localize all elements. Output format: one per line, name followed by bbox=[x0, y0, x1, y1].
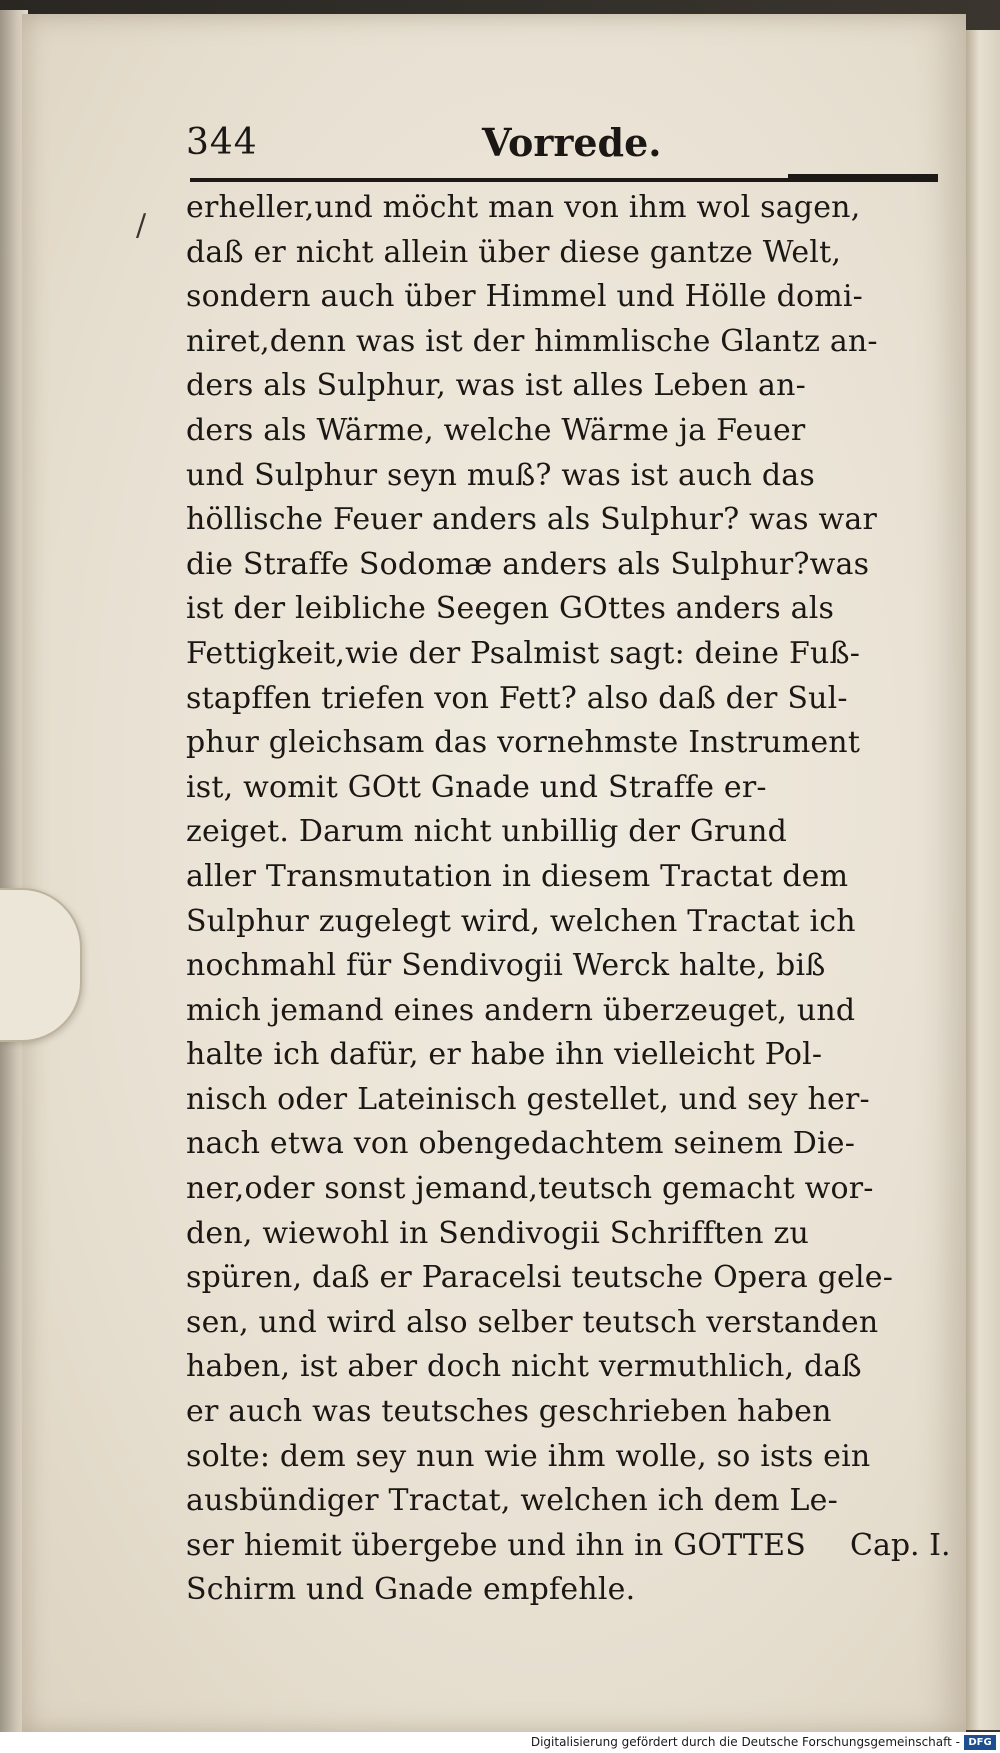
page-header bbox=[186, 108, 938, 174]
text-line: niret,denn was ist der himmlische Glantz an- bbox=[186, 323, 878, 359]
text-line: höllische Feuer anders als Sulphur? was war bbox=[186, 502, 877, 538]
text-line: die Straffe Sodomæ anders als Sulphur?was bbox=[186, 546, 870, 582]
text-line: er auch was teutsches geschrieben haben bbox=[186, 1394, 832, 1430]
text-line: Sulphur zugelegt wird, welchen Tractat ich bbox=[186, 903, 856, 939]
text-line: nisch oder Lateinisch gestellet, und sey her- bbox=[186, 1081, 870, 1117]
page-number: 344 bbox=[186, 122, 258, 163]
margin-mark: / bbox=[136, 208, 147, 243]
digitization-footer bbox=[0, 1732, 1000, 1753]
next-page-sliver bbox=[966, 30, 1000, 1730]
text-line: ders als Sulphur, was ist alles Leben an- bbox=[186, 368, 806, 404]
text-line: stapffen triefen von Fett? also daß der Sul- bbox=[186, 680, 848, 716]
text-line: nochmahl für Sendivogii Werck halte, biß bbox=[186, 948, 826, 984]
text-line: den, wiewohl in Sendivogii Schrifften zu bbox=[186, 1215, 809, 1251]
text-line: aller Transmutation in diesem Tractat dem bbox=[186, 858, 849, 894]
footer-credit: Digitalisierung gefördert durch die Deutsche Forschungsgemeinschaft - bbox=[530, 1735, 960, 1749]
text-line: nach etwa von obengedachtem seinem Die- bbox=[186, 1126, 856, 1162]
text-line: ser hiemit übergebe und ihn in GOTTES bbox=[186, 1527, 806, 1563]
text-line: erheller,und möcht man von ihm wol sagen, bbox=[186, 190, 861, 225]
text-line: spüren, daß er Paracelsi teutsche Opera gele- bbox=[186, 1260, 894, 1296]
text-line: ist, womit GOtt Gnade und Straffe er- bbox=[186, 769, 767, 805]
running-title: Vorrede. bbox=[482, 120, 662, 165]
text-line: haben, ist aber doch nicht vermuthlich, daß bbox=[186, 1349, 862, 1385]
text-line: zeiget. Darum nicht unbillig der Grund bbox=[186, 814, 788, 850]
text-line: und Sulphur seyn muß? was ist auch das bbox=[186, 457, 815, 493]
catchword: Cap. I. bbox=[850, 1528, 951, 1563]
dfg-logo-icon: DFG bbox=[964, 1735, 996, 1750]
text-line: solte: dem sey nun wie ihm wolle, so ists ein bbox=[186, 1438, 871, 1474]
text-line: ders als Wärme, welche Wärme ja Feuer bbox=[186, 412, 806, 448]
body-text bbox=[186, 186, 946, 1613]
text-line: phur gleichsam das vornehmste Instrument bbox=[186, 725, 861, 761]
text-line: daß er nicht allein über diese gantze Welt, bbox=[186, 234, 842, 270]
text-line: ist der leibliche Seegen GOttes anders als bbox=[186, 591, 835, 627]
header-rule-thick bbox=[788, 174, 938, 180]
text-line: Schirm und Gnade empfehle. bbox=[186, 1572, 636, 1608]
text-line: ausbündiger Tractat, welchen ich dem Le- bbox=[186, 1483, 838, 1519]
text-line: halte ich dafür, er habe ihn vielleicht Pol- bbox=[186, 1037, 823, 1073]
text-line: sen, und wird also selber teutsch verstanden bbox=[186, 1304, 879, 1340]
text-line: Fettigkeit,wie der Psalmist sagt: deine Fuß- bbox=[186, 635, 861, 671]
text-line: mich jemand eines andern überzeuget, und bbox=[186, 992, 856, 1028]
text-line: ner,oder sonst jemand,teutsch gemacht wor- bbox=[186, 1171, 874, 1207]
text-line: sondern auch über Himmel und Hölle domi- bbox=[186, 279, 864, 315]
